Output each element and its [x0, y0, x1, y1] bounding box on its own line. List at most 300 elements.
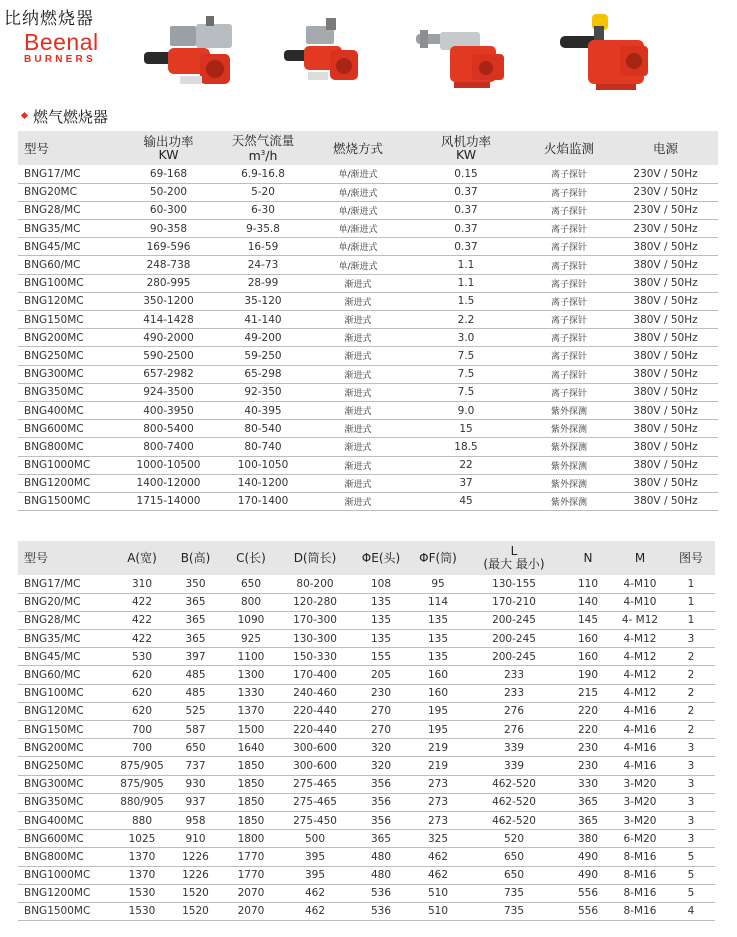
cell-d: 462 — [304, 905, 326, 918]
cell-e: 135 — [370, 596, 392, 609]
diamond-bullet-icon — [21, 112, 28, 119]
cell-fig: 3 — [687, 632, 695, 645]
table-row — [18, 757, 715, 775]
cell-b: 910 — [185, 832, 206, 845]
cell-m: 4-M12 — [623, 650, 657, 663]
cell-fan: 0.15 — [454, 167, 478, 180]
cell-power: 69-168 — [149, 167, 188, 180]
cell-mode: 渐进式 — [344, 279, 372, 290]
cell-fig: 5 — [687, 887, 695, 900]
cell-l: 650 — [503, 869, 525, 882]
cell-power: 590-2500 — [143, 349, 194, 362]
cell-model: BNG1500MC — [24, 905, 91, 918]
cell-n: 365 — [577, 796, 599, 809]
cell-f: 135 — [427, 614, 449, 627]
col-figure-no: 图号 — [678, 550, 703, 565]
cell-supply: 380V / 50Hz — [633, 368, 698, 381]
col-n: N — [583, 550, 593, 565]
section-heading — [22, 106, 108, 127]
cell-n: 160 — [577, 632, 599, 645]
cell-model: BNG20/MC — [24, 596, 81, 609]
table-row — [18, 739, 715, 757]
cell-fan: 1.5 — [457, 295, 475, 308]
cell-l: 170-210 — [492, 596, 536, 609]
cell-d: 300-600 — [293, 741, 337, 754]
cell-c: 1850 — [237, 814, 265, 827]
cell-d: 240-460 — [293, 687, 337, 700]
cell-c: 650 — [240, 577, 262, 590]
cell-e: 135 — [370, 614, 392, 627]
cell-b: 937 — [185, 796, 206, 809]
cell-flame: 紫外探测 — [550, 425, 587, 436]
cell-n: 330 — [577, 778, 599, 791]
cell-n: 490 — [577, 850, 599, 863]
cell-l: 735 — [503, 887, 525, 900]
cell-model: BNG60/MC — [24, 669, 81, 682]
cell-fig: 1 — [687, 614, 695, 627]
cell-model: BNG1500MC — [24, 495, 91, 508]
cell-gas: 59-250 — [244, 349, 282, 362]
cell-fig: 5 — [687, 850, 695, 863]
cell-model: BNG1200MC — [24, 477, 91, 490]
cell-n: 230 — [577, 741, 599, 754]
col-l-range: L (最大 最小) — [483, 544, 545, 571]
cell-d: 395 — [304, 850, 326, 863]
cell-flame: 离子探针 — [550, 370, 587, 381]
cell-n: 145 — [577, 614, 599, 627]
cell-l: 650 — [503, 850, 525, 863]
cell-model: BNG200MC — [24, 331, 84, 344]
product-gallery — [130, 10, 730, 102]
cell-c: 925 — [240, 632, 262, 645]
cell-gas: 24-73 — [247, 259, 279, 272]
cell-fig: 4 — [687, 905, 695, 918]
section-title: 燃气燃烧器 — [33, 108, 109, 126]
cell-a: 700 — [131, 723, 153, 736]
cell-gas: 170-1400 — [237, 495, 289, 508]
cell-power: 280-995 — [146, 277, 191, 290]
cell-d: 80-200 — [296, 577, 334, 590]
cell-flame: 离子探针 — [550, 316, 587, 327]
cell-a: 1025 — [128, 832, 156, 845]
cell-a: 422 — [131, 596, 153, 609]
col-c-length: C(长) — [236, 550, 266, 565]
cell-gas: 9-35.8 — [246, 222, 280, 235]
cell-l: 200-245 — [492, 614, 536, 627]
cell-d: 220-440 — [293, 705, 337, 718]
cell-flame: 离子探针 — [550, 243, 587, 254]
table-row — [18, 811, 715, 829]
cell-b: 365 — [185, 614, 206, 627]
cell-supply: 230V / 50Hz — [633, 186, 698, 199]
cell-mode: 单/渐进式 — [338, 170, 378, 181]
cell-d: 275-465 — [293, 796, 337, 809]
cell-e: 270 — [370, 705, 392, 718]
table-row — [18, 220, 718, 238]
cell-fig: 5 — [687, 869, 695, 882]
cell-c: 2070 — [237, 905, 265, 918]
cell-f: 195 — [427, 723, 449, 736]
cell-power: 248-738 — [146, 259, 191, 272]
cell-n: 490 — [577, 869, 599, 882]
table-row — [18, 292, 718, 310]
cell-e: 320 — [370, 741, 392, 754]
cell-c: 1770 — [237, 869, 265, 882]
cell-supply: 380V / 50Hz — [633, 295, 698, 308]
cell-e: 270 — [370, 723, 392, 736]
cell-supply: 380V / 50Hz — [633, 495, 698, 508]
cell-n: 230 — [577, 759, 599, 772]
cell-mode: 渐进式 — [344, 425, 372, 436]
cell-power: 400-3950 — [143, 404, 194, 417]
cell-c: 1640 — [237, 741, 265, 754]
cell-b: 485 — [185, 687, 206, 700]
table-header-row — [18, 131, 718, 165]
cell-model: BNG400MC — [24, 814, 84, 827]
cell-c: 1850 — [237, 759, 265, 772]
cell-f: 219 — [427, 741, 449, 754]
cell-supply: 380V / 50Hz — [633, 240, 698, 253]
cell-fan: 7.5 — [457, 349, 475, 362]
cell-gas: 28-99 — [247, 277, 279, 290]
table-row — [18, 793, 715, 811]
cell-m: 4-M16 — [623, 741, 657, 754]
table-row — [18, 438, 718, 456]
gas-burner-spec-table — [18, 131, 718, 511]
cell-b: 397 — [185, 650, 206, 663]
col-a-width: A(宽) — [127, 550, 157, 565]
cell-power: 800-5400 — [143, 422, 194, 435]
cell-model: BNG28/MC — [24, 204, 81, 217]
cell-n: 215 — [577, 687, 599, 700]
cell-flame: 离子探针 — [550, 334, 587, 345]
cell-f: 160 — [427, 669, 449, 682]
cell-b: 1226 — [182, 850, 209, 863]
cell-model: BNG20MC — [24, 186, 77, 199]
cell-m: 3-M20 — [623, 814, 657, 827]
table-row — [18, 775, 715, 793]
cell-model: BNG300MC — [24, 368, 84, 381]
cell-b: 650 — [185, 741, 206, 754]
table-header-row — [18, 541, 715, 575]
cell-c: 1850 — [237, 778, 265, 791]
cell-l: 233 — [503, 687, 525, 700]
cell-n: 380 — [577, 832, 599, 845]
col-gas-flow: 天然气流量 $m^3/h$ — [231, 132, 295, 164]
cell-supply: 380V / 50Hz — [633, 477, 698, 490]
cell-model: BNG200MC — [24, 741, 84, 754]
cell-m: 8-M16 — [623, 869, 657, 882]
col-b-height: B(高) — [180, 550, 211, 565]
cell-flame: 离子探针 — [550, 206, 587, 217]
cell-fan: 37 — [459, 477, 473, 490]
cell-f: 273 — [427, 796, 449, 809]
cell-c: 1300 — [237, 669, 265, 682]
cell-supply: 380V / 50Hz — [633, 331, 698, 344]
table-row — [18, 593, 715, 611]
cell-supply: 380V / 50Hz — [633, 404, 698, 417]
table-row — [18, 256, 718, 274]
cell-mode: 单/渐进式 — [338, 243, 378, 254]
table-row — [18, 630, 715, 648]
cell-fan: 9.0 — [457, 404, 475, 417]
cell-b: 958 — [185, 814, 206, 827]
cell-gas: 5-20 — [251, 186, 275, 199]
cell-fig: 1 — [687, 596, 695, 609]
cell-l: 520 — [503, 832, 525, 845]
cell-flame: 紫外探测 — [550, 443, 587, 454]
cell-d: 275-450 — [293, 814, 337, 827]
cell-gas: 41-140 — [244, 313, 282, 326]
cell-fig: 2 — [687, 650, 695, 663]
cell-a: 310 — [131, 577, 153, 590]
cell-fig: 3 — [687, 814, 695, 827]
cell-fan: 0.37 — [454, 222, 478, 235]
table-row — [18, 383, 718, 401]
cell-c: 1850 — [237, 796, 265, 809]
cell-l: 462-520 — [492, 814, 536, 827]
burner-photo-3 — [410, 10, 530, 102]
cell-fig: 2 — [687, 705, 695, 718]
cell-mode: 渐进式 — [344, 443, 372, 454]
cell-gas: 80-740 — [244, 440, 282, 453]
cell-fan: 1.1 — [457, 277, 475, 290]
cell-l: 735 — [503, 905, 525, 918]
cell-gas: 6.9-16.8 — [241, 167, 285, 180]
cell-f: 510 — [427, 905, 449, 918]
cell-e: 155 — [370, 650, 392, 663]
cell-power: 800-7400 — [143, 440, 194, 453]
cell-m: 4-M10 — [623, 596, 657, 609]
cell-fig: 3 — [687, 796, 695, 809]
cell-fan: 15 — [459, 422, 473, 435]
cell-l: 233 — [503, 669, 525, 682]
cell-flame: 离子探针 — [550, 188, 587, 199]
cell-a: 700 — [131, 741, 153, 754]
cell-model: BNG150MC — [24, 723, 84, 736]
table-row — [18, 365, 718, 383]
cell-c: 1500 — [237, 723, 265, 736]
burner-photo-2 — [270, 10, 390, 102]
cell-mode: 单/渐进式 — [338, 188, 378, 199]
cell-model: BNG350MC — [24, 386, 84, 399]
cell-model: BNG1200MC — [24, 887, 91, 900]
cell-flame: 紫外探测 — [550, 407, 587, 418]
cell-f: 273 — [427, 778, 449, 791]
cell-model: BNG250MC — [24, 759, 84, 772]
cell-mode: 单/渐进式 — [338, 261, 378, 272]
cell-flame: 离子探针 — [550, 388, 587, 399]
cell-f: 135 — [427, 650, 449, 663]
table-row — [18, 884, 715, 902]
cell-n: 556 — [577, 905, 599, 918]
cell-m: 8-M16 — [623, 887, 657, 900]
cell-m: 4-M12 — [623, 669, 657, 682]
cell-f: 95 — [431, 577, 445, 590]
col-model: 型号 — [24, 140, 50, 156]
cell-mode: 渐进式 — [344, 297, 372, 308]
cell-flame: 离子探针 — [550, 352, 587, 363]
cell-c: 1770 — [237, 850, 265, 863]
burner-photo-4 — [550, 10, 670, 102]
cell-d: 395 — [304, 869, 326, 882]
brand-subtitle: BURNERS — [24, 54, 96, 65]
brand-logo — [24, 30, 99, 66]
cell-mode: 渐进式 — [344, 334, 372, 345]
cell-power: 414-1428 — [143, 313, 194, 326]
table-row — [18, 684, 715, 702]
cell-model: BNG100MC — [24, 687, 84, 700]
cell-model: BNG120MC — [24, 295, 84, 308]
cell-fan: 2.2 — [457, 313, 475, 326]
cell-a: 1370 — [128, 869, 156, 882]
cell-power: 1000-10500 — [136, 459, 201, 472]
cell-m: 4-M16 — [623, 705, 657, 718]
cell-a: 1530 — [128, 905, 156, 918]
cell-d: 120-280 — [293, 596, 337, 609]
cell-flame: 紫外探测 — [550, 497, 587, 508]
table-row — [18, 902, 715, 920]
cell-gas: 6-30 — [251, 204, 275, 217]
table-row — [18, 311, 718, 329]
cell-model: BNG60/MC — [24, 259, 81, 272]
table-row — [18, 456, 718, 474]
cell-model: BNG28/MC — [24, 614, 81, 627]
cell-e: 320 — [370, 759, 392, 772]
cell-e: 536 — [370, 905, 392, 918]
col-m: M — [634, 550, 646, 565]
cell-e: 356 — [370, 796, 392, 809]
cell-a: 620 — [131, 669, 153, 682]
cell-supply: 380V / 50Hz — [633, 459, 698, 472]
cell-n: 556 — [577, 887, 599, 900]
cell-a: 1530 — [128, 887, 156, 900]
cell-supply: 380V / 50Hz — [633, 422, 698, 435]
cell-a: 422 — [131, 614, 153, 627]
cell-l: 339 — [503, 759, 525, 772]
cell-flame: 紫外探测 — [550, 479, 587, 490]
brand-name: Beenal — [24, 29, 99, 55]
cell-model: BNG800MC — [24, 440, 84, 453]
cell-fan: 7.5 — [457, 368, 475, 381]
table-row — [18, 721, 715, 739]
cell-gas: 35-120 — [244, 295, 282, 308]
cell-model: BNG350MC — [24, 796, 84, 809]
cell-gas: 16-59 — [247, 240, 279, 253]
cell-b: 1226 — [182, 869, 209, 882]
cell-fig: 2 — [687, 723, 695, 736]
cell-m: 8-M16 — [623, 850, 657, 863]
cell-a: 620 — [131, 705, 153, 718]
cell-supply: 380V / 50Hz — [633, 313, 698, 326]
cell-fan: 0.37 — [454, 186, 478, 199]
table-row — [18, 201, 718, 219]
cell-b: 525 — [185, 705, 206, 718]
cell-gas: 40-395 — [244, 404, 282, 417]
cell-m: 6-M20 — [623, 832, 657, 845]
cell-mode: 渐进式 — [344, 316, 372, 327]
cell-power: 90-358 — [149, 222, 188, 235]
cell-flame: 离子探针 — [550, 170, 587, 181]
table-row — [18, 238, 718, 256]
cell-d: 275-465 — [293, 778, 337, 791]
cell-l: 276 — [503, 723, 525, 736]
cell-fig: 2 — [687, 687, 695, 700]
cell-n: 140 — [577, 596, 599, 609]
cell-supply: 230V / 50Hz — [633, 204, 698, 217]
cell-m: 4-M12 — [623, 687, 657, 700]
col-flame-monitor: 火焰监测 — [543, 140, 594, 156]
cell-f: 462 — [427, 850, 449, 863]
cell-f: 160 — [427, 687, 449, 700]
cell-n: 190 — [577, 669, 599, 682]
cell-d: 150-330 — [293, 650, 337, 663]
cell-model: BNG150MC — [24, 313, 84, 326]
cell-l: 200-245 — [492, 632, 536, 645]
cell-f: 114 — [427, 596, 449, 609]
burner-dimension-table — [18, 541, 715, 921]
cell-fig: 3 — [687, 832, 695, 845]
cell-model: BNG45/MC — [24, 240, 81, 253]
cell-e: 356 — [370, 814, 392, 827]
table-row — [18, 666, 715, 684]
table-row — [18, 830, 715, 848]
cell-gas: 92-350 — [244, 386, 282, 399]
cell-fan: 1.1 — [457, 259, 475, 272]
cell-model: BNG800MC — [24, 850, 84, 863]
cell-model: BNG100MC — [24, 277, 84, 290]
cell-m: 4- M12 — [621, 614, 659, 627]
cell-b: 350 — [185, 577, 206, 590]
cell-n: 220 — [577, 705, 599, 718]
cell-m: 4-M12 — [623, 632, 657, 645]
col-power-supply: 电源 — [652, 140, 678, 156]
cell-fig: 3 — [687, 741, 695, 754]
cell-a: 875/905 — [120, 778, 164, 791]
cell-c: 1800 — [237, 832, 265, 845]
cell-power: 169-596 — [146, 240, 191, 253]
table-row — [18, 866, 715, 884]
cell-m: 4-M16 — [623, 759, 657, 772]
cell-m: 4-M10 — [623, 577, 657, 590]
cell-f: 195 — [427, 705, 449, 718]
cell-power: 490-2000 — [143, 331, 194, 344]
cell-e: 365 — [370, 832, 392, 845]
cell-mode: 渐进式 — [344, 479, 372, 490]
cell-f: 135 — [427, 632, 449, 645]
cell-e: 356 — [370, 778, 392, 791]
table-row — [18, 329, 718, 347]
cell-e: 135 — [370, 632, 392, 645]
cell-b: 365 — [185, 596, 206, 609]
cell-c: 1100 — [237, 650, 265, 663]
col-combustion-mode: 燃烧方式 — [332, 140, 383, 156]
cell-flame: 离子探针 — [550, 225, 587, 236]
cell-mode: 渐进式 — [344, 352, 372, 363]
cell-fan: 3.0 — [457, 331, 475, 344]
cell-n: 160 — [577, 650, 599, 663]
cell-fan: 0.37 — [454, 204, 478, 217]
cell-model: BNG120MC — [24, 705, 84, 718]
cell-model: BNG35/MC — [24, 632, 81, 645]
table-row — [18, 183, 718, 201]
cell-c: 1090 — [237, 614, 265, 627]
cell-gas: 140-1200 — [237, 477, 289, 490]
cell-power: 657-2982 — [143, 368, 194, 381]
cell-mode: 渐进式 — [344, 407, 372, 418]
cell-model: BNG300MC — [24, 778, 84, 791]
cell-m: 3-M20 — [623, 796, 657, 809]
